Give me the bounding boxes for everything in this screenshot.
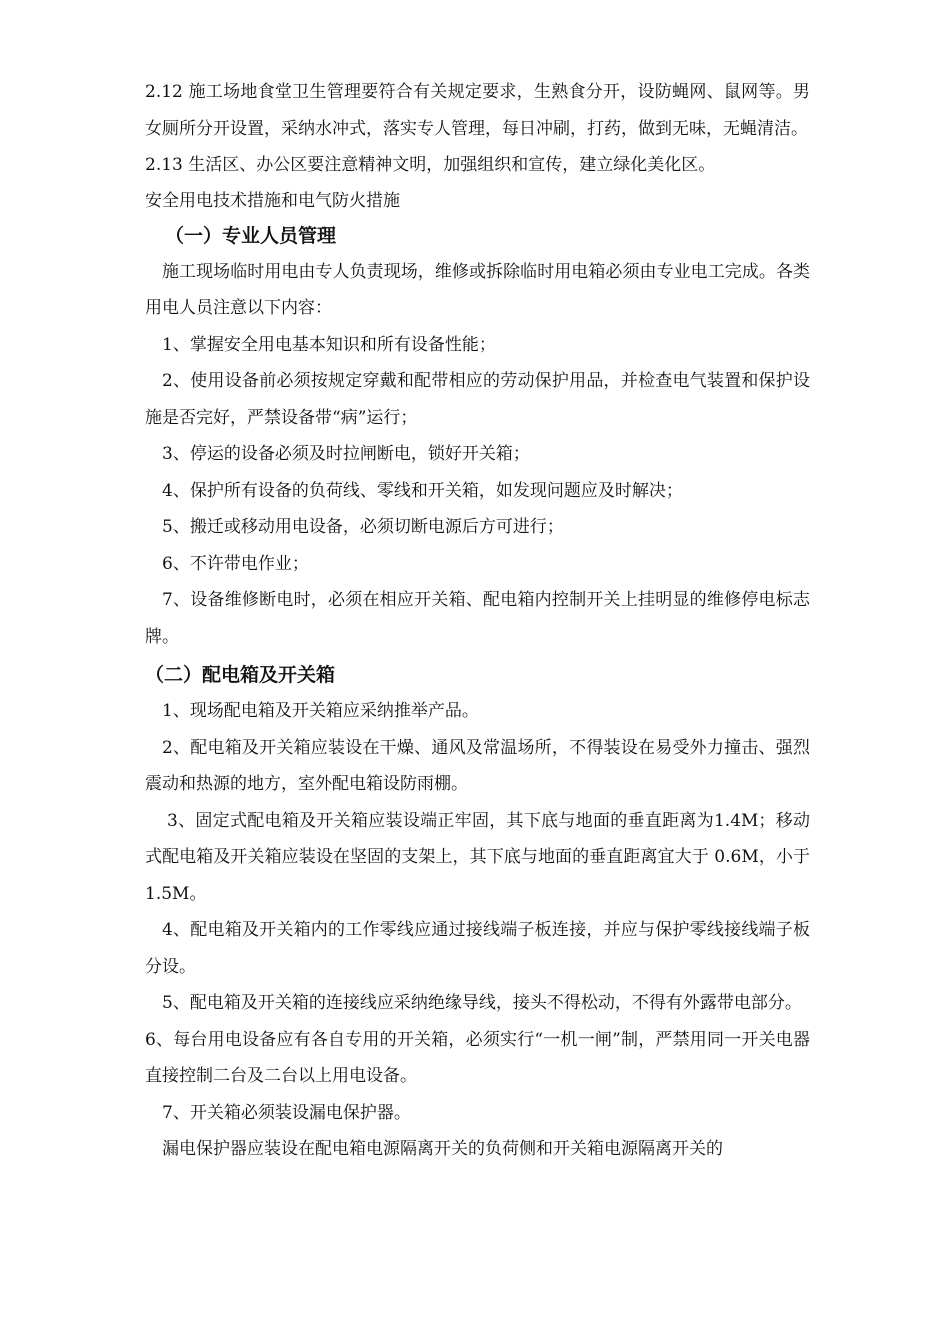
- paragraph-2-13: 2.13 生活区、办公区要注意精神文明，加强组织和宣传，建立绿化美化区。: [145, 155, 716, 175]
- box-item: 3、固定式配电箱及开关箱应装设端正牢固，其下底与地面的垂直距离为1.4M；移动式配电箱及开关箱应装设在坚固的支架上，其下底与地面的垂直距离宜大于 0.6M，小于 1.5M。: [145, 810, 810, 904]
- intro-paragraph: 施工现场临时用电由专人负责现场，维修或拆除临时用电箱必须由专业电工完成。各类用电人员注意以下内容：: [145, 261, 810, 318]
- staff-item: 7、设备维修断电时，必须在相应开关箱、配电箱内控制开关上挂明显的维修停电标志牌。: [145, 590, 810, 647]
- section-title: 安全用电技术措施和电气防火措施: [145, 190, 400, 211]
- box-item: 2、配电箱及开关箱应装设在干燥、通风及常温场所，不得装设在易受外力撞击、强烈震动和热源的地方，室外配电箱设防雨棚。: [145, 737, 810, 794]
- document-page: [145, 74, 810, 1168]
- staff-item: 1、掌握安全用电基本知识和所有设备性能；: [162, 334, 496, 355]
- staff-item: 2、使用设备前必须按规定穿戴和配带相应的劳动保护用品，并检查电气装置和保护设施是否完好，严禁设备带“病”运行；: [145, 371, 810, 428]
- staff-item: 4、保护所有设备的负荷线、零线和开关箱，如发现问题应及时解决；: [162, 480, 683, 501]
- staff-item: 5、搬迁或移动用电设备，必须切断电源后方可进行；: [162, 517, 564, 537]
- staff-item: 3、停运的设备必须及时拉闸断电，锁好开关箱；: [162, 444, 530, 464]
- leakage-paragraph: 漏电保护器应装设在配电箱电源隔离开关的负荷侧和开关箱电源隔离开关的: [162, 1139, 723, 1159]
- heading-distribution-boxes: （二）配电箱及开关箱: [145, 664, 336, 686]
- staff-item: 6、不许带电作业；: [162, 553, 309, 574]
- box-item: 5、配电箱及开关箱的连接线应采纳绝缘导线，接头不得松动，不得有外露带电部分。: [162, 993, 802, 1013]
- box-item: 1、现场配电箱及开关箱应采纳推举产品。: [162, 701, 479, 721]
- box-item: 7、开关箱必须装设漏电保护器。: [162, 1102, 411, 1123]
- paragraph-2-12: 2.12 施工场地食堂卫生管理要符合有关规定要求，生熟食分开，设防蝇网、鼠网等。男女厕所分开设置，采纳水冲式，落实专人管理，每日冲刷，打药，做到无味，无蝇清洁。: [145, 82, 810, 139]
- heading-staff-management: （一）专业人员管理: [165, 224, 337, 247]
- box-item: 4、配电箱及开关箱内的工作零线应通过接线端子板连接，并应与保护零线接线端子板分设。: [145, 920, 810, 977]
- box-item: 6、每台用电设备应有各自专用的开关箱，必须实行“一机一闸”制，严禁用同一开关电器直接控制二台及二台以上用电设备。: [145, 1029, 810, 1086]
